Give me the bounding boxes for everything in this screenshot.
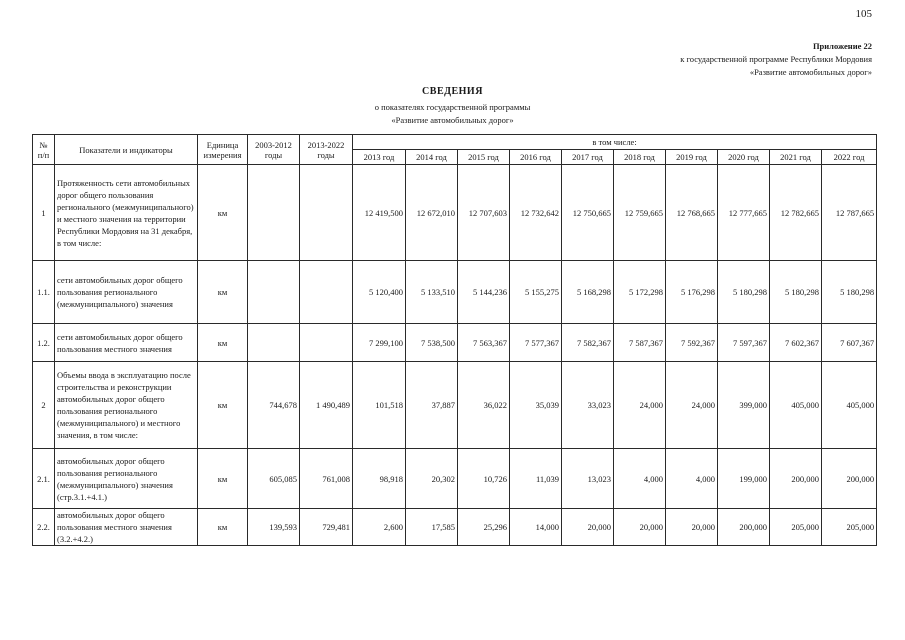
row-year-value: 7 597,367 xyxy=(718,324,770,362)
row-year-value: 5 155,275 xyxy=(510,261,562,324)
row-year-value: 7 299,100 xyxy=(353,324,406,362)
row-unit: км xyxy=(198,509,248,546)
table-row xyxy=(33,362,877,449)
row-unit: км xyxy=(198,261,248,324)
row-year-value: 5 180,298 xyxy=(822,261,877,324)
row-unit: км xyxy=(198,362,248,449)
row-year-value: 37,887 xyxy=(406,362,458,449)
row-year-value: 399,000 xyxy=(718,362,770,449)
row-year-value: 24,000 xyxy=(614,362,666,449)
row-year-value: 7 592,367 xyxy=(666,324,718,362)
subtitle-line-1: о показателях государственной программы xyxy=(374,102,531,112)
row-indicator-name: сети автомобильных дорог общего пользования регионального (межмуниципального) значения xyxy=(55,261,198,324)
row-year-value: 12 768,665 xyxy=(666,165,718,261)
row-period-2003-2012: 605,085 xyxy=(248,449,300,509)
row-year-value: 7 587,367 xyxy=(614,324,666,362)
document-subtitle xyxy=(0,101,905,127)
header-year: 2015 год xyxy=(458,150,510,165)
row-period-2003-2012: 139,593 xyxy=(248,509,300,546)
row-number: 2 xyxy=(33,362,55,449)
row-year-value: 5 180,298 xyxy=(718,261,770,324)
row-year-value: 7 577,367 xyxy=(510,324,562,362)
row-period-2003-2012 xyxy=(248,324,300,362)
row-year-value: 5 144,236 xyxy=(458,261,510,324)
row-period-2013-2022 xyxy=(300,324,353,362)
row-indicator-name: автомобильных дорог общего пользования местного значения (3.2.+4.2.) xyxy=(55,509,198,546)
row-year-value: 5 168,298 xyxy=(562,261,614,324)
subtitle-line-2: «Развитие автомобильных дорог» xyxy=(391,115,514,125)
row-year-value: 199,000 xyxy=(718,449,770,509)
row-year-value: 13,023 xyxy=(562,449,614,509)
row-year-value: 12 672,010 xyxy=(406,165,458,261)
row-year-value: 12 787,665 xyxy=(822,165,877,261)
row-year-value: 12 777,665 xyxy=(718,165,770,261)
appendix-block xyxy=(680,40,872,79)
row-unit: км xyxy=(198,165,248,261)
row-year-value: 25,296 xyxy=(458,509,510,546)
row-year-value: 11,039 xyxy=(510,449,562,509)
row-year-value: 405,000 xyxy=(770,362,822,449)
row-number: 1 xyxy=(33,165,55,261)
row-year-value: 7 602,367 xyxy=(770,324,822,362)
row-year-value: 7 563,367 xyxy=(458,324,510,362)
row-period-2013-2022: 761,008 xyxy=(300,449,353,509)
row-year-value: 17,585 xyxy=(406,509,458,546)
row-year-value: 20,302 xyxy=(406,449,458,509)
header-year: 2013 год xyxy=(353,150,406,165)
table-row xyxy=(33,261,877,324)
row-year-value: 5 180,298 xyxy=(770,261,822,324)
row-year-value: 36,022 xyxy=(458,362,510,449)
document-title: СВЕДЕНИЯ xyxy=(422,86,483,97)
table-row xyxy=(33,165,877,261)
row-year-value: 205,000 xyxy=(822,509,877,546)
row-indicator-name: автомобильных дорог общего пользования регионального (межмуниципального) значения (стр.3.1.+4.1.) xyxy=(55,449,198,509)
row-year-value: 98,918 xyxy=(353,449,406,509)
row-year-value: 12 759,665 xyxy=(614,165,666,261)
row-year-value: 20,000 xyxy=(666,509,718,546)
table-row xyxy=(33,449,877,509)
table-row xyxy=(33,509,877,546)
row-number: 2.2. xyxy=(33,509,55,546)
row-year-value: 35,039 xyxy=(510,362,562,449)
row-period-2003-2012: 744,678 xyxy=(248,362,300,449)
header-period-2003-2012: 2003-2012 годы xyxy=(248,135,300,165)
appendix-line-2: к государственной программе Республики Мордовия xyxy=(680,54,872,64)
row-year-value: 20,000 xyxy=(614,509,666,546)
row-number: 1.1. xyxy=(33,261,55,324)
header-year: 2022 год xyxy=(822,150,877,165)
row-year-value: 5 120,400 xyxy=(353,261,406,324)
row-unit: км xyxy=(198,449,248,509)
row-year-value: 5 172,298 xyxy=(614,261,666,324)
row-year-value: 12 419,500 xyxy=(353,165,406,261)
indicators-table xyxy=(32,134,877,546)
header-unit: Единица измерения xyxy=(198,135,248,165)
appendix-line-3: «Развитие автомобильных дорог» xyxy=(749,67,872,77)
row-period-2003-2012 xyxy=(248,261,300,324)
row-year-value: 5 133,510 xyxy=(406,261,458,324)
header-year: 2014 год xyxy=(406,150,458,165)
header-indicator: Показатели и индикаторы xyxy=(55,135,198,165)
row-year-value: 205,000 xyxy=(770,509,822,546)
row-year-value: 33,023 xyxy=(562,362,614,449)
row-number: 1.2. xyxy=(33,324,55,362)
row-period-2013-2022: 729,481 xyxy=(300,509,353,546)
row-year-value: 2,600 xyxy=(353,509,406,546)
row-year-value: 5 176,298 xyxy=(666,261,718,324)
row-number: 2.1. xyxy=(33,449,55,509)
row-year-value: 14,000 xyxy=(510,509,562,546)
row-year-value: 12 707,603 xyxy=(458,165,510,261)
row-period-2013-2022 xyxy=(300,261,353,324)
header-year: 2019 год xyxy=(666,150,718,165)
table-row xyxy=(33,324,877,362)
row-year-value: 4,000 xyxy=(666,449,718,509)
header-year: 2021 год xyxy=(770,150,822,165)
row-year-value: 200,000 xyxy=(718,509,770,546)
row-year-value: 7 582,367 xyxy=(562,324,614,362)
row-year-value: 12 750,665 xyxy=(562,165,614,261)
header-including: в том числе: xyxy=(353,135,877,150)
header-year: 2018 год xyxy=(614,150,666,165)
header-period-2013-2022: 2013-2022 годы xyxy=(300,135,353,165)
row-indicator-name: Объемы ввода в эксплуатацию после строительства и реконструкции автомобильных дорог общего пользования регионального (межмуниципального) и местного значения, в том числе: xyxy=(55,362,198,449)
row-year-value: 7 607,367 xyxy=(822,324,877,362)
row-year-value: 200,000 xyxy=(822,449,877,509)
row-year-value: 4,000 xyxy=(614,449,666,509)
header-year: 2017 год xyxy=(562,150,614,165)
row-year-value: 12 732,642 xyxy=(510,165,562,261)
row-year-value: 20,000 xyxy=(562,509,614,546)
row-year-value: 10,726 xyxy=(458,449,510,509)
header-year: 2020 год xyxy=(718,150,770,165)
row-period-2013-2022 xyxy=(300,165,353,261)
row-period-2013-2022: 1 490,489 xyxy=(300,362,353,449)
table-body xyxy=(33,165,877,546)
row-year-value: 12 782,665 xyxy=(770,165,822,261)
row-period-2003-2012 xyxy=(248,165,300,261)
header-year: 2016 год xyxy=(510,150,562,165)
row-year-value: 24,000 xyxy=(666,362,718,449)
row-year-value: 101,518 xyxy=(353,362,406,449)
header-num: № п/п xyxy=(33,135,55,165)
row-year-value: 7 538,500 xyxy=(406,324,458,362)
row-year-value: 405,000 xyxy=(822,362,877,449)
row-unit: км xyxy=(198,324,248,362)
appendix-title: Приложение 22 xyxy=(812,41,872,51)
row-indicator-name: Протяженность сети автомобильных дорог общего пользования регионального (межмуниципального) и местного значения на территории Республики Мордовия на 31 декабря, в том числе: xyxy=(55,165,198,261)
row-indicator-name: сети автомобильных дорог общего пользования местного значения xyxy=(55,324,198,362)
row-year-value: 200,000 xyxy=(770,449,822,509)
page-number: 105 xyxy=(855,8,872,20)
